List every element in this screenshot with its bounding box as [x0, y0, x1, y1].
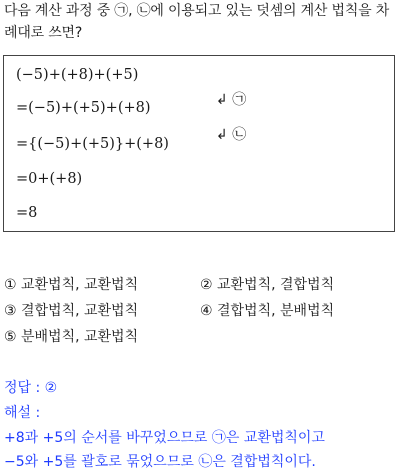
question-line-1: 다음 계산 과정 중 ㉠, ㉡에 이용되고 있는 덧셈의 계산 법칙을 차	[4, 3, 390, 19]
calc-step-5: =8	[16, 205, 38, 221]
question-line-2: 례대로 쓰면?	[4, 25, 83, 41]
explanation-line-2: −5와 +5를 괄호로 묶었으므로 ㉡은 결합법칙이다.	[4, 454, 316, 470]
option-5[interactable]: ⑤ 분배법칙, 교환법칙	[4, 329, 139, 345]
marker-nieun	[216, 126, 246, 144]
marker-nieun-label: ㉡	[232, 127, 247, 143]
calc-step-4: =0+(+8)	[16, 171, 83, 187]
calc-step-3: ={(−5)+(+5)}+(+8)	[16, 136, 169, 152]
marker-giyeok	[216, 91, 246, 109]
option-2[interactable]: ② 교환법칙, 결합법칙	[200, 277, 335, 293]
return-arrow-icon: ↲	[216, 127, 228, 143]
calculation-box	[3, 55, 395, 232]
marker-giyeok-label: ㉠	[232, 92, 247, 108]
return-arrow-icon: ↲	[216, 92, 228, 108]
answer-label: 정답 : ②	[4, 380, 58, 396]
explanation-title: 해설 :	[4, 405, 41, 421]
option-1[interactable]: ① 교환법칙, 교환법칙	[4, 277, 139, 293]
option-4[interactable]: ④ 결합법칙, 분배법칙	[200, 303, 335, 319]
explanation-line-1: +8과 +5의 순서를 바꾸었으므로 ㉠은 교환법칙이고	[4, 430, 325, 446]
calc-step-2: =(−5)+(+5)+(+8)	[16, 100, 151, 116]
calc-step-1: (−5)+(+8)+(+5)	[16, 67, 139, 83]
question-text	[4, 0, 398, 44]
option-3[interactable]: ③ 결합법칙, 교환법칙	[4, 303, 139, 319]
